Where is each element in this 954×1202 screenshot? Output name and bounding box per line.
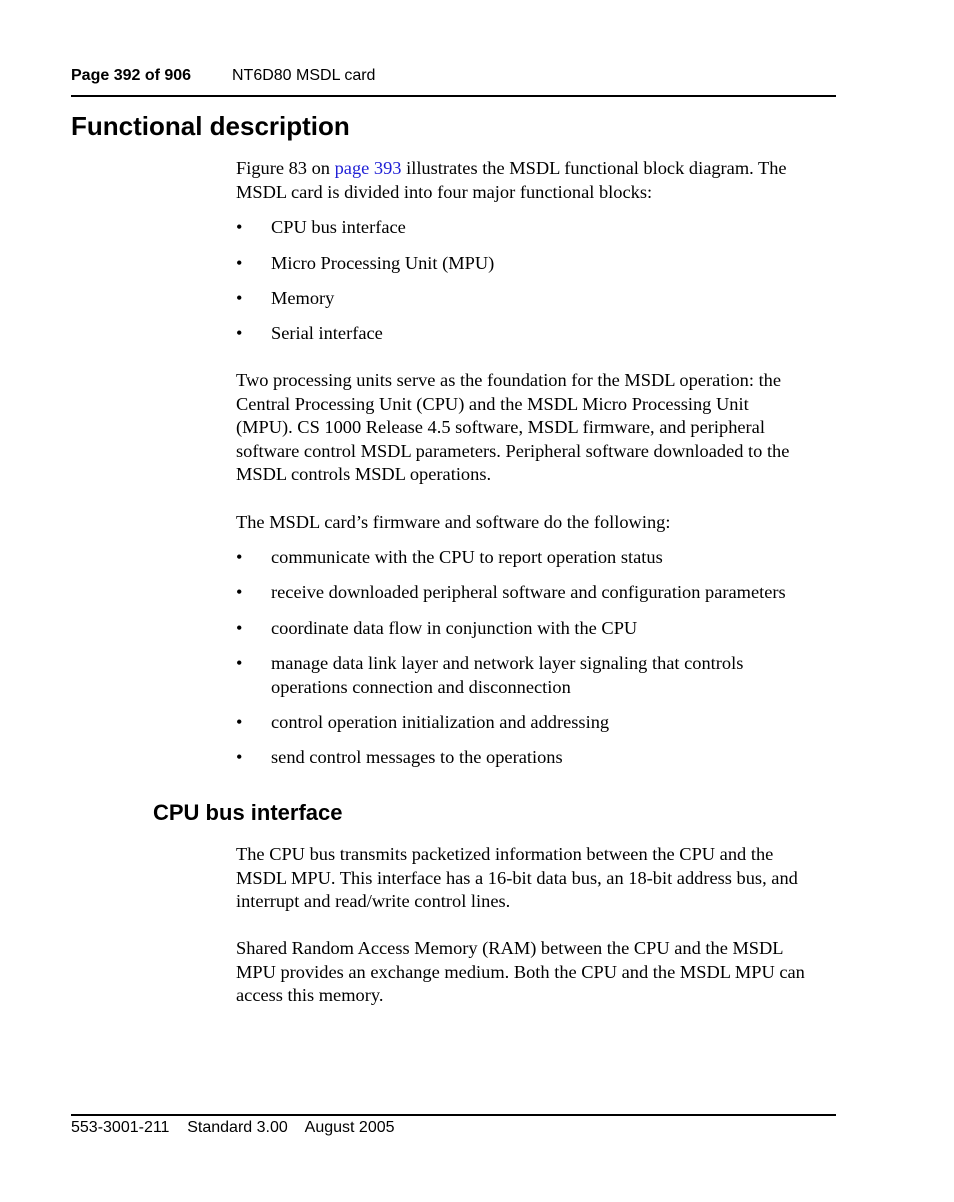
- doc-number: 553-3001-211: [71, 1119, 170, 1136]
- bullet-icon: •: [236, 288, 243, 308]
- header-rule: [71, 95, 836, 97]
- intro-paragraph: [236, 157, 836, 204]
- bullet-icon: •: [236, 547, 243, 567]
- bullet-icon: •: [236, 217, 243, 237]
- page-link[interactable]: page 393: [334, 158, 402, 178]
- intro-line-2: MSDL card is divided into four major functional blocks:: [236, 181, 653, 202]
- bullet-icon: •: [236, 747, 243, 767]
- footer-rule: [71, 1114, 836, 1116]
- page-number: Page 392 of 906: [71, 67, 192, 84]
- bullet-icon: •: [236, 712, 243, 732]
- date-label: August 2005: [304, 1119, 395, 1136]
- intro-line-1: Figure 83 on page 393 illustrates the MSDL functional block diagram. The: [236, 158, 787, 178]
- bullet-icon: •: [236, 582, 243, 602]
- subsection-title: CPU bus interface: [153, 800, 343, 825]
- bullet-icon: •: [236, 253, 243, 273]
- page-header: [71, 66, 836, 86]
- bullet-icon: •: [236, 618, 243, 638]
- shared-ram-paragraph: Shared Random Access Memory (RAM) between the CPU and the MSDL MPU provides an exchange medium. Both the CPU and the MSDL MPU can access this memory.: [236, 938, 805, 1005]
- bullet-icon: •: [236, 323, 243, 343]
- processing-paragraph: Two processing units serve as the foundation for the MSDL operation: the Central Processing Unit (CPU) and the MSDL Micro Processing Unit (MPU). CS 1000 Release 4.5 software, MSDL firmware, and peripheral software control MSDL parameters. Peripheral software downloaded to the MSDL controls MSDL operations.: [236, 370, 790, 484]
- section-title: Functional description: [71, 111, 350, 141]
- page-footer: [71, 1118, 395, 1138]
- firmware-paragraph: The MSDL card’s firmware and software do the following:: [236, 512, 671, 532]
- bullet-icon: •: [236, 653, 243, 673]
- document-title: NT6D80 MSDL card: [232, 67, 376, 84]
- cpu-bus-paragraph: The CPU bus transmits packetized information between the CPU and the MSDL MPU. This interface has a 16-bit data bus, an 18-bit address bus, and interrupt and read/write control lines.: [236, 844, 798, 911]
- standard-label: Standard 3.00: [187, 1119, 288, 1136]
